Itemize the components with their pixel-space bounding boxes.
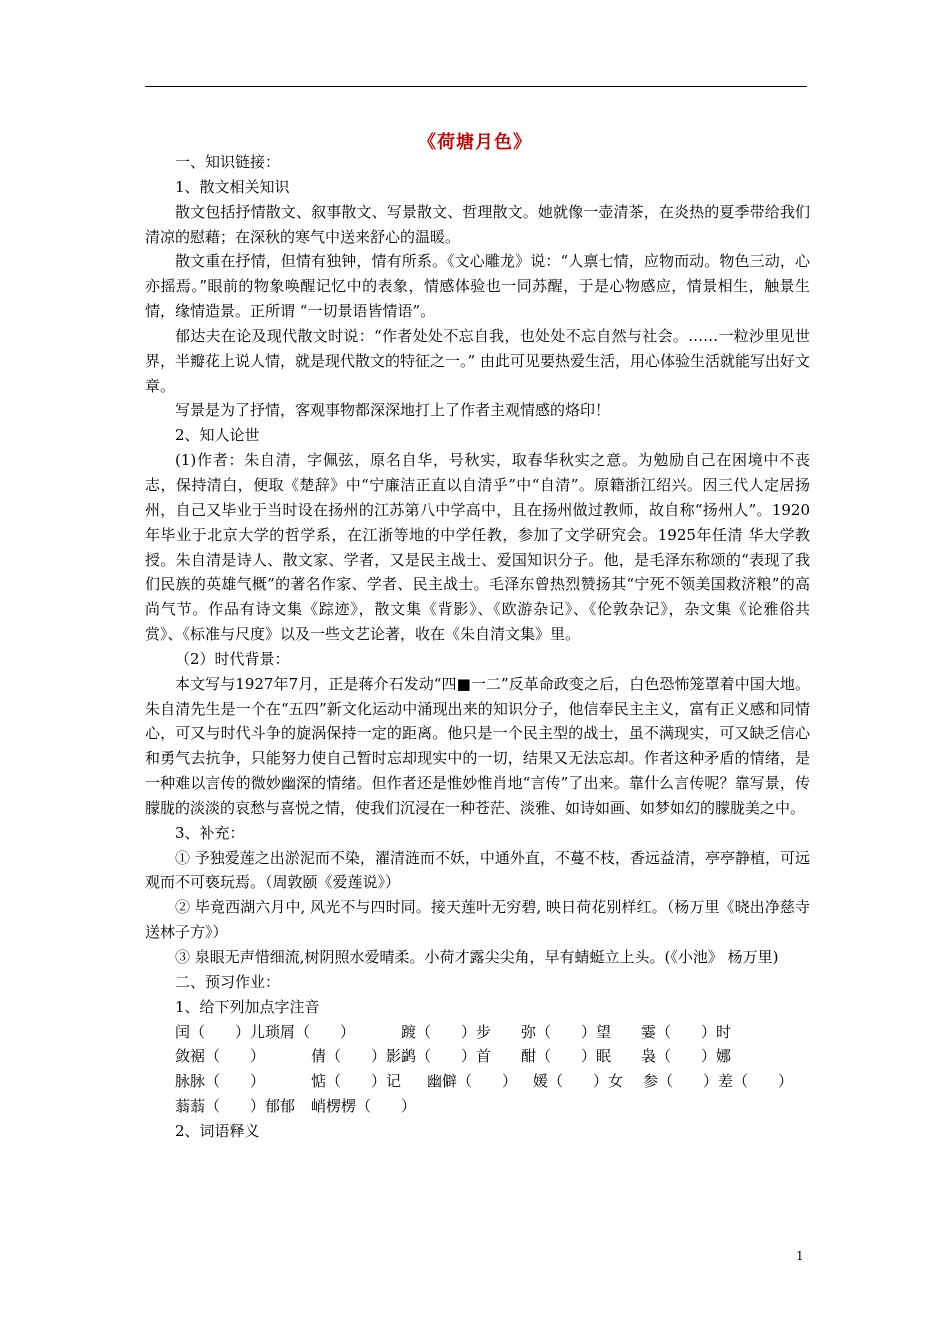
subsection-heading: 1、散文相关知识 (175, 177, 290, 196)
pinyin-item: 惦（ ）记 (311, 1072, 402, 1091)
pinyin-row (145, 1069, 810, 1094)
pinyin-item: 鹢（ ）首 (401, 1047, 492, 1066)
pinyin-item: 弥（ ）望 (521, 1022, 612, 1041)
pinyin-item: 脉脉（ ） (175, 1072, 266, 1091)
paragraph: 本文写与1927年7月，正是蒋介石发动“四■一二”反革命政变之后，白色恐怖笼罩着中国大地。朱自清先生是一个在“五四”新文化运动中涌现出来的知识分子，他信奉民主主义，富有正义感和同情心，可又与时代斗争的旋涡保持一定的距离。他只是一个民主型的战士，虽不满现实，可又缺乏信心和勇气去抗争，只能努力使自己暂时忘却现实中的一切，结果又无法忘却。作者这种矛盾的情绪，是一种难以言传的微妙幽深的情绪。但作者还是惟妙惟肖地“言传”了出来。靠什么言传呢？靠写景，传朦胧的淡淡的哀愁与喜悦之情，使我们沉浸在一种苍茫、淡雅、如诗如画、如梦如幻的朦胧美之中。 (145, 674, 810, 817)
pinyin-row (145, 1094, 810, 1119)
subsection-heading: 2、词语释义 (175, 1121, 260, 1140)
pinyin-item: 霎（ ）时 (641, 1022, 732, 1041)
pinyin-item: 琐屑（ ） (265, 1022, 356, 1041)
pinyin-item: 参（ ）差（ ） (643, 1072, 794, 1091)
pinyin-item: 踱（ ）步 (401, 1022, 492, 1041)
pinyin-item: 袅（ ）娜 (641, 1047, 732, 1066)
pinyin-item: 敛裾（ ） (175, 1047, 266, 1066)
pinyin-item: 闰（ ）儿 (175, 1022, 266, 1041)
paragraph: 散文重在抒情，但情有独钟，情有所系。《文心雕龙》说：“人禀七情，应物而动。物色三动，心亦摇焉。”眼前的物象唤醒记忆中的表象，情感体验也一同苏醒，于是心物感应，情景相生，触景生情，缘情造景。正所谓 “一切景语皆情语”。 (145, 252, 810, 321)
document-body (145, 150, 810, 1144)
document-title: 《荷塘月色》 (418, 132, 532, 153)
paragraph: (1)作者：朱自清，字佩弦，原名自华，号秋实，取春华秋实之意。为勉励自己在困境中不丧志，保持清白，便取《楚辞》中“宁廉洁正直以自清乎”中“自清”。原籍浙江绍兴。因三代人定居扬州，自己又毕业于当时设在扬州的江苏第八中学高中，且在扬州做过教师，故自称“扬州人”。1920年毕业于北京大学的哲学系，在江浙等地的中学任教，参加了文学研究会。1925年任清 华大学教授。朱自清是诗人、散文家、学者，又是民主战士、爱国知识分子。他，是毛泽东称颂的“表现了我们民族的英雄气概”的著名作家、学者、民主战士。毛泽东曾热烈赞扬其“宁死不领美国救济粮”的高尚气节。作品有诗文集《踪迹》，散文集《背影》、《欧游杂记》、《伦敦杂记》，杂文集《论雅俗共赏》、《标准与尺度》以及一些文艺论著，收在《朱自清文集》里。 (145, 451, 810, 644)
quote-item: ② 毕竟西湖六月中, 风光不与四时同。接天莲叶无穷碧, 映日荷花别样红。（杨万里《晓出净慈寺送林子方》） (145, 898, 810, 942)
paragraph: 散文包括抒情散文、叙事散文、写景散文、哲理散文。她就像一壶清茶，在炎热的夏季带给我们清凉的慰藉；在深秋的寒气中送来舒心的温暖。 (145, 202, 810, 246)
pinyin-item: 倩（ ）影 (311, 1047, 402, 1066)
pinyin-item: 峭楞楞（ ） (311, 1097, 417, 1116)
quote-item: ③ 泉眼无声惜细流,树阴照水爱晴柔。小荷才露尖尖角，早有蜻蜓立上头。(《小池》 杨万里) (175, 948, 779, 966)
subsection-heading: 3、补充： (175, 823, 245, 842)
paragraph: 写景是为了抒情，客观事物都深深地打上了作者主观情感的烙印！ (175, 401, 611, 420)
quote-item: ① 予独爱莲之出淤泥而不染，濯清涟而不妖，中通外直，不蔓不枝，香远益清，亭亭静植，可远观而不可亵玩焉。（周敦颐《爱莲说》） (145, 848, 810, 892)
paragraph: 郁达夫在论及现代散文时说：“作者处处不忘自我，也处处不忘自然与社会。……一粒沙里见世界，半瓣花上说人情，就是现代散文的特征之一。” 由此可见要热爱生活，用心体验生活就能写出好文章。 (145, 326, 810, 395)
pinyin-item: 酣（ ）眠 (521, 1047, 612, 1066)
header-rule (145, 86, 807, 87)
section-heading: 二、预习作业： (175, 972, 281, 991)
pinyin-row (145, 1044, 810, 1069)
subsection-heading: （2）时代背景： (175, 649, 290, 668)
pinyin-item: 媛（ ）女 (533, 1072, 624, 1091)
pinyin-item: 幽僻（ ） (427, 1072, 518, 1091)
page-number: 1 (796, 1249, 804, 1263)
section-heading: 一、知识链接： (175, 153, 281, 171)
pinyin-item: 蓊蓊（ ）郁郁 (175, 1097, 296, 1116)
subsection-heading: 1、给下列加点字注音 (175, 997, 320, 1016)
subsection-heading: 2、知人论世 (175, 426, 260, 445)
pinyin-row (145, 1020, 810, 1045)
